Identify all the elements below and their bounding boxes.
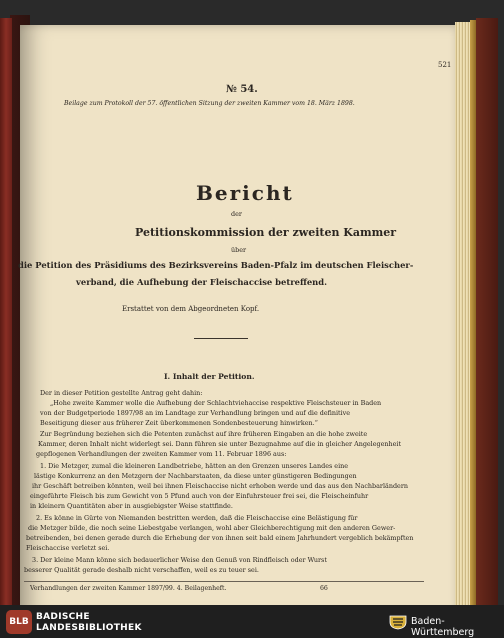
library-name-line1: BADISCHE (36, 612, 90, 622)
body-line: in kleinern Quantitäten aber in ausgiebigster Weise stattfinde. (30, 502, 233, 510)
body-line: Der in dieser Petition gestellte Antrag geht dahin: (40, 389, 203, 397)
baden-wuerttemberg-arms-icon (388, 614, 408, 630)
page-number: 521 (438, 61, 452, 69)
body-line: 3. Der kleine Mann könne sich bedauerlicher Weise den Genuß von Rindfleisch oder Wurst (32, 556, 327, 564)
body-line: „Hohe zweite Kammer wolle die Aufhebung der Schlachtviehaccise respektive Fleischsteuer in Baden (50, 399, 382, 407)
page-edges (455, 22, 471, 605)
body-line: betreibenden, bei denen gerade durch die Erhebung der von ihnen seit bald einem Jahrhundert vergeblich bekämpften (26, 534, 414, 542)
body-line: von der Budgetperiode 1897/98 an im Landtage zur Verhandlung bringen und auf die definitive (40, 409, 351, 417)
body-line: ihr Geschäft betreiben könnten, weil bei ihnen Fleischaccise nicht erhoben werde und das aus den Nachbarländern (32, 482, 408, 490)
viewer-footer (0, 605, 504, 638)
divider (194, 338, 248, 339)
body-line: Zur Begründung beziehen sich die Petenten zunächst auf ihre früheren Eingaben an die hohe zweite (40, 430, 368, 438)
body-line: besserer Qualität gerade deshalb nicht verschaffen, weil es zu teuer sei. (24, 566, 259, 574)
body-line: die Metzger bilde, die noch seine Liebestgabe verlangen, wohl aber Gleichberechtigung mit den anderen Gewer- (28, 524, 396, 532)
body-line: 1. Die Metzger, zumal die kleineren Landbetriebe, hätten an den Grenzen unseres Landes eine (40, 462, 349, 470)
body-line: Fleischaccise verletzt sei. (26, 544, 110, 552)
body-line: 2. Es könne in Gürte von Niemanden bestritten werden, daß die Fleischaccise eine Belästigung für (36, 514, 358, 522)
library-name-line2: LANDESBIBLIOTHEK (36, 623, 142, 633)
document-title: Bericht (196, 181, 294, 205)
author-line: Erstattet von dem Abgeordneten Kopf. (122, 305, 260, 313)
document-number: № 54. (226, 84, 258, 95)
title-der: der (231, 210, 242, 218)
body-line: eingeführte Fleisch bis zum Gewicht von 5 Pfund auch von der Einfuhrsteuer frei sei, die Fleischeinfuhr (30, 492, 369, 500)
footer-rule (24, 581, 424, 582)
commission-heading: Petitionskommission der zweiten Kammer (135, 226, 397, 239)
subject-line-2: verband, die Aufhebung der Fleischaccise betreffend. (76, 277, 328, 287)
book-cover-right (476, 18, 498, 605)
body-line: lästige Konkurrenz an den Metzgern der Nachbarstaaten, da diese unter günstigeren Bedingungen (34, 472, 357, 480)
blb-logo-icon[interactable]: BLB (6, 610, 32, 634)
subject-line-1: die Petition des Präsidiums des Bezirksvereins Baden-Pfalz im deutschen Fleischer- (18, 260, 414, 270)
page-footer-left: Verhandlungen der zweiten Kammer 1897/99. 4. Beilagenheft. (30, 585, 227, 592)
title-ueber: über (231, 246, 247, 254)
body-line: Beseitigung dieser aus früherer Zeit überkommenen Sondenbesteuerung hinwirken.“ (40, 419, 318, 427)
body-line: Kammer, deren Inhalt nicht widerlegt sei. Dann führen sie unter Bezugnahme auf die in gleicher Angelegenheit (38, 440, 402, 448)
partner-name[interactable]: Baden-Württemberg (411, 616, 475, 638)
page-footer-right: 66 (320, 585, 328, 592)
section-heading: I. Inhalt der Petition. (164, 372, 255, 381)
body-line: gepflogenen Verhandlungen der zweiten Kammer vom 11. Februar 1896 aus: (36, 450, 287, 458)
book-spine (0, 18, 12, 605)
supplement-line: Beilage zum Protokoll der 57. öffentlichen Sitzung der zweiten Kammer vom 18. März 1898. (64, 100, 355, 107)
